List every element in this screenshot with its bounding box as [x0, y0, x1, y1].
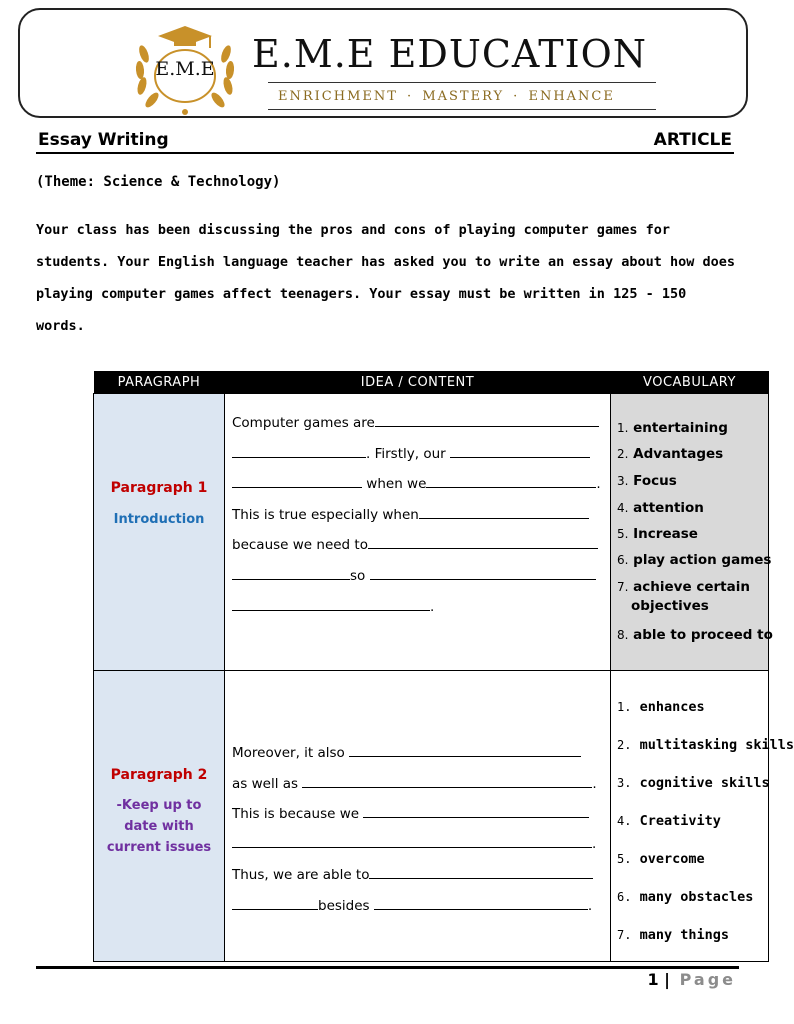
content-line: when we .: [232, 475, 601, 492]
content-line: .: [232, 835, 596, 852]
content-line: so: [232, 567, 596, 584]
vocab-item: 1. enhances: [617, 699, 705, 715]
content-line: Moreover, it also: [232, 744, 581, 761]
content-line: because we need to: [232, 536, 598, 553]
blank-line[interactable]: [363, 805, 589, 818]
vocab-item: 8. able to proceed to: [617, 627, 773, 643]
blank-line[interactable]: [232, 445, 366, 458]
content-line: Computer games are: [232, 414, 599, 431]
vocab-item: 5. overcome: [617, 851, 705, 867]
vocab-item: 7. many things: [617, 927, 729, 943]
blank-line[interactable]: [369, 866, 593, 879]
blank-line[interactable]: [232, 567, 350, 580]
table-row: [94, 394, 769, 671]
paragraph-title: Paragraph 2: [110, 767, 208, 783]
header-idea-content: IDEA / CONTENT: [225, 371, 611, 394]
blank-line[interactable]: [450, 445, 590, 458]
blank-line[interactable]: [375, 414, 599, 427]
vocab-item: 6. play action games: [617, 552, 772, 568]
footer-rule: [36, 966, 739, 969]
vocab-item: 2. multitasking skills: [617, 737, 794, 753]
content-line: This is because we: [232, 805, 589, 822]
paragraph-subtitle: Introduction: [113, 512, 205, 527]
vocab-item: 5. Increase: [617, 526, 698, 542]
blank-line[interactable]: [302, 775, 592, 788]
blank-line[interactable]: [426, 475, 596, 488]
content-line: . Firstly, our: [232, 445, 590, 462]
logo-text: E.M.E: [155, 58, 215, 80]
page-label: Page: [679, 970, 736, 989]
section-rule: [36, 152, 734, 154]
vocabulary-cell: [611, 671, 794, 962]
theme-text: (Theme: Science & Technology): [36, 174, 281, 190]
table-row: [94, 671, 769, 962]
page-footer: [647, 970, 736, 989]
header-box: [18, 8, 748, 118]
content-line: .: [232, 598, 434, 615]
brand-title: E.M.E EDUCATION: [252, 32, 648, 76]
blank-line[interactable]: [232, 835, 592, 848]
content-line: besides .: [232, 897, 592, 914]
header-vocabulary: VOCABULARY: [611, 371, 769, 394]
vocab-item: 1. entertaining: [617, 420, 728, 436]
brand-tagline: ENRICHMENT · MASTERY · ENHANCE: [278, 89, 615, 104]
divider: [268, 109, 656, 110]
paragraph-cell: [94, 671, 225, 962]
essay-plan-table: [93, 371, 794, 962]
vocab-item: 4. Creativity: [617, 813, 721, 829]
blank-line[interactable]: [368, 536, 598, 549]
page-number: 1: [647, 970, 659, 989]
section-title: Essay Writing: [38, 130, 169, 150]
vocabulary-cell: [611, 394, 773, 671]
content-cell: [225, 394, 611, 671]
vocab-item: 2. Advantages: [617, 446, 724, 462]
blank-line[interactable]: [232, 897, 318, 910]
blank-line[interactable]: [419, 506, 589, 519]
content-line: This is true especially when: [232, 506, 589, 523]
vocab-item: 6. many obstacles: [617, 889, 754, 905]
paragraph-cell: [94, 394, 225, 671]
blank-line[interactable]: [232, 598, 430, 611]
vocab-item: 4. attention: [617, 500, 704, 516]
vocab-item: 7. achieve certain: [617, 579, 750, 595]
paragraph-subtitle: date with: [124, 819, 194, 834]
vocab-item: 3. cognitive skills: [617, 775, 770, 791]
section-type: ARTICLE: [653, 130, 732, 150]
page-separator: |: [664, 970, 671, 989]
vocab-item: objectives: [631, 598, 709, 614]
blank-line[interactable]: [370, 567, 596, 580]
divider: [268, 82, 656, 83]
blank-line[interactable]: [374, 897, 588, 910]
content-line: as well as .: [232, 776, 597, 792]
paragraph-subtitle: current issues: [106, 840, 212, 855]
essay-prompt: Your class has been discussing the pros and cons of playing computer games for students. Your English language teacher has asked you to write an essay about how does playing computer games affect teenagers. Your essay must be written in 125 - 150 words.: [36, 222, 735, 334]
content-cell: [225, 671, 611, 962]
blank-line[interactable]: [232, 475, 362, 488]
content-line: Thus, we are able to: [232, 866, 593, 883]
paragraph-title: Paragraph 1: [110, 480, 208, 496]
blank-line[interactable]: [349, 744, 581, 757]
paragraph-subtitle: -Keep up to: [116, 798, 202, 813]
header-paragraph: PARAGRAPH: [94, 371, 225, 394]
vocab-item: 3. Focus: [617, 473, 677, 489]
